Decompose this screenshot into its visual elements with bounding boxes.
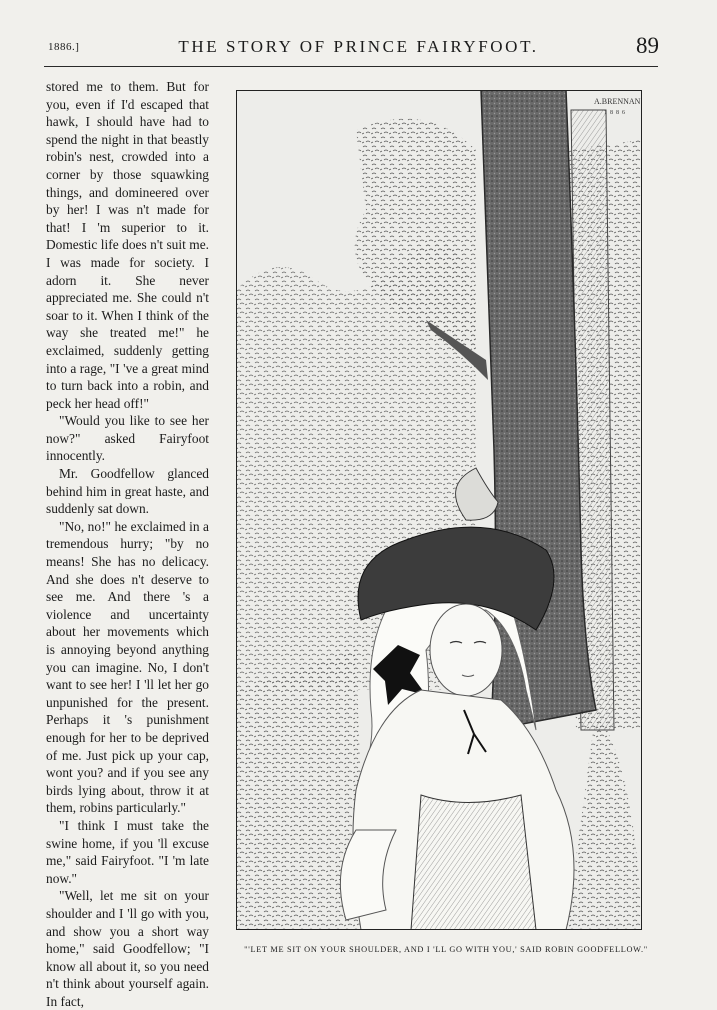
paragraph: "No, no!" he exclaimed in a tremendous hurry; "by no means! She has no delicacy. And she does n't deserve to see me. And there 's a violence and uncertainty about her movements which is annoying beyond anything you can imagine. No, I don't want to see her! I 'll let her go unpunished for the present. Perhaps it 's punishment enough for her to be deprived of me. Just pick up your cap, wont you? and if you see any birds lying about, throw it at them, robins particularly." bbox=[46, 518, 209, 816]
face bbox=[430, 604, 502, 696]
paragraph: Mr. Goodfellow glanced behind him in great haste, and suddenly sat down. bbox=[46, 466, 209, 517]
header-rule bbox=[44, 66, 658, 67]
paragraph: stored me to them. But for you, even if I'd escaped that hawk, I should have had to spend the night in that beastly robin's nest, crowded into a corner by those squawking things, and domineered over by her! I was n't made for that! I 'm superior to it. Domestic life does n't suit me. I was made for society. I adorn it. She never appreciated me. She could n't soar to it. When I think of the way she treated me!" he exclaimed, suddenly getting into a rage, "I 've a great mind to turn back into a robin, and peck her head off!" bbox=[46, 79, 209, 411]
text-column bbox=[46, 78, 209, 1010]
artist-signature-year: 1886 bbox=[604, 110, 628, 116]
issue-year: 1886.] bbox=[48, 41, 80, 53]
illustration-caption: "'LET ME SIT ON YOUR SHOULDER, AND I 'LL GO WITH YOU,' SAID ROBIN GOODFELLOW." bbox=[244, 945, 648, 954]
running-header bbox=[0, 0, 717, 70]
vest bbox=[411, 795, 536, 930]
paragraph: "Well, let me sit on your shoulder and I 'll go with you, and show you a short way home," said Goodfellow; "I know all about it, so you need n't think about yourself again. In fact, bbox=[46, 888, 209, 1009]
paragraph: "I think I must take the swine home, if you 'll excuse me," said Fairyfoot. "I 'm late now." bbox=[46, 817, 209, 886]
page-number: 89 bbox=[636, 33, 659, 58]
engraved-illustration bbox=[236, 90, 642, 930]
running-title: THE STORY OF PRINCE FAIRYFOOT. bbox=[178, 37, 539, 56]
artist-signature: A.BRENNAN bbox=[594, 97, 641, 106]
paragraph: "Would you like to see her now?" asked Fairyfoot innocently. bbox=[46, 413, 209, 464]
